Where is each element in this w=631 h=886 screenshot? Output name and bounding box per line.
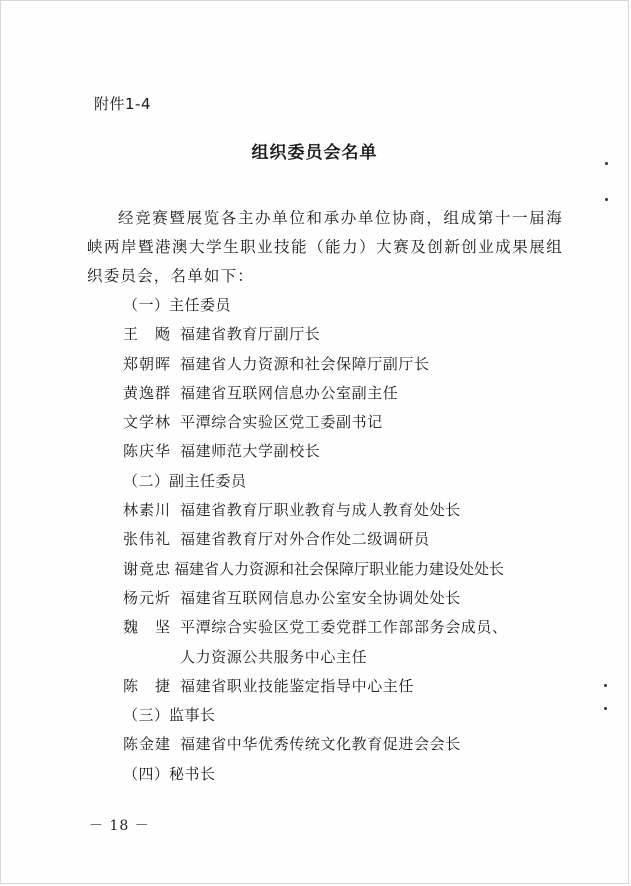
member-name: 郑朝晖 (123, 354, 172, 373)
member-role: 福建师范大学副校长 (180, 442, 321, 461)
scan-speck (604, 684, 607, 687)
member-row (123, 613, 543, 672)
intro-paragraph: 经竞赛暨展览各主办单位和承办单位协商，组成第十一届海峡两岸暨港澳大学生职业技能（能力）大赛及创新创业成果展组织委员会，名单如下： (87, 209, 563, 285)
member-name: 陈 捷 (123, 676, 172, 695)
member-row (123, 437, 543, 466)
member-row (123, 672, 543, 701)
member-name: 杨元炘 (123, 588, 172, 607)
member-row (123, 408, 543, 437)
member-role: 福建省教育厅职业教育与成人教育处处长 (180, 501, 461, 520)
member-row (123, 584, 543, 613)
scan-speck (605, 162, 608, 165)
member-role: 福建省教育厅对外合作处二级调研员 (180, 530, 430, 549)
member-name: 张伟礼 (123, 530, 172, 549)
member-role: 平潭综合实验区党工委党群工作部部务会成员、 人力资源公共服务中心主任 (180, 618, 508, 666)
section-heading: （二）副主任委员 (123, 471, 247, 490)
member-role: 福建省人力资源和社会保障厅副厅长 (180, 354, 430, 373)
attachment-label: 附件1-4 (94, 95, 151, 113)
section-heading: （一）主任委员 (123, 296, 232, 314)
member-role: 平潭综合实验区党工委副书记 (180, 413, 383, 432)
section-heading: （三）监事长 (123, 706, 216, 725)
section-heading: （四）秘书长 (123, 764, 216, 783)
member-name: 黄逸群 (123, 383, 172, 402)
member-row (123, 730, 543, 759)
member-name: 文学林 (123, 413, 172, 432)
member-role: 福建省教育厅副厅长 (180, 325, 321, 344)
member-name: 陈庆华 (123, 442, 172, 461)
member-role: 福建省互联网信息办公室安全协调处处长 (180, 588, 461, 607)
member-name: 林素川 (123, 501, 172, 520)
member-role: 福建省中华优秀传统文化教育促进会会长 (180, 735, 461, 754)
member-row (123, 320, 543, 349)
member-row (123, 379, 543, 408)
member-row (123, 350, 543, 379)
member-role: 福建省职业技能鉴定指导中心主任 (180, 676, 415, 695)
member-role: 福建省人力资源和社会保障厅职业能力建设处处长 (174, 559, 505, 578)
committee-list (123, 291, 543, 789)
member-name: 王 飏 (123, 325, 172, 344)
scan-speck (605, 198, 608, 201)
document-title: 组织委员会名单 (251, 143, 378, 163)
member-row (123, 496, 543, 525)
member-row (123, 555, 543, 584)
page-number: － 18 － (89, 818, 150, 834)
member-name: 谢竟忠 (123, 559, 172, 578)
member-role: 福建省互联网信息办公室副主任 (180, 383, 399, 402)
member-name: 陈金建 (123, 735, 172, 754)
member-name: 魏 坚 (123, 618, 172, 637)
member-row (123, 525, 543, 554)
scan-speck (604, 707, 607, 710)
